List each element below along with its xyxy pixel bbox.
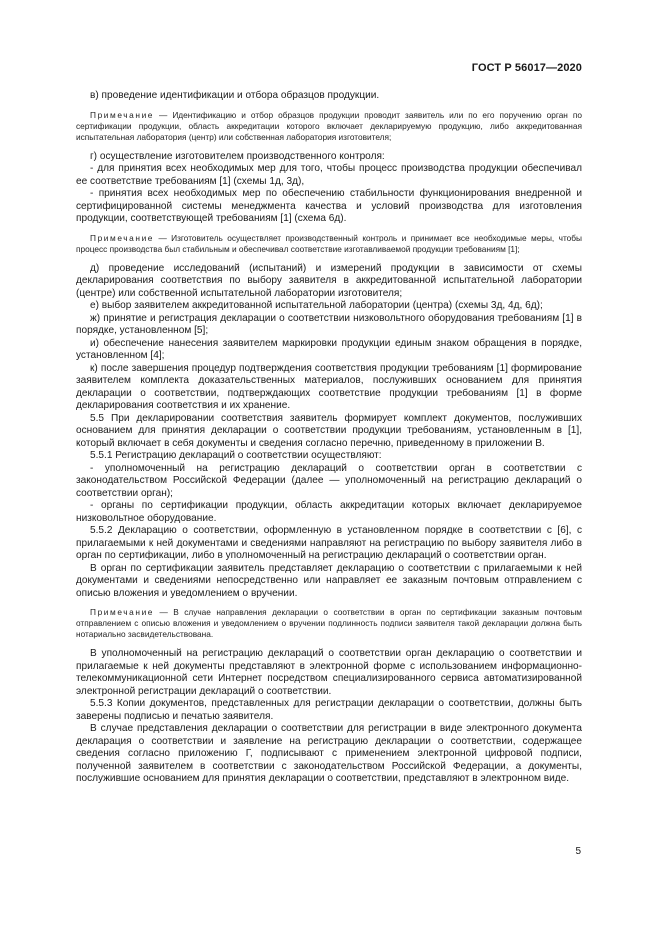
note (76, 233, 582, 255)
paragraph: В случае представления декларации о соответствии для регистрации в виде электронного документа декларация о соответствии и заявление на регистрацию декларации о соответствии, содержащее сведения согласно приложению Г, подписывают с применением электронной цифровой подписи, полученной заявителем в соответствии с законодательством Российской Федерации, а документы, послужившие основанием для принятия декларации о соответствии, представляют в электронном виде. (76, 723, 582, 784)
paragraph: ж) принятие и регистрация декларации о соответствии низковольтного оборудования требованиям [1] в порядке, установленном [5]; (76, 312, 582, 336)
paragraph: В орган по сертификации заявитель представляет декларацию о соответствии с прилагаемыми к ней документами и сведениями непосредственно или направляет ее заказным почтовым отправлением с описью вложения и уведомлением о вручении. (76, 562, 582, 599)
paragraph: - для принятия всех необходимых мер для того, чтобы процесс производства продукции обеспечивал ее соответствие требованиям [1] (схемы 1д, 3д), (76, 163, 582, 187)
paragraph: е) выбор заявителем аккредитованной испытательной лаборатории (центра) (схемы 3д, 4д, 6д); (90, 300, 543, 311)
note-label: Примечание (90, 109, 155, 120)
page-body (76, 90, 582, 786)
paragraph: и) обеспечение нанесения заявителем маркировки продукции единым знаком обращения в порядке, установленном [4]; (76, 337, 582, 361)
note-text: — Идентификацию и отбор образцов продукции проводит заявитель или по его поручению орган по сертификации продукции, область аккредитации которого включает декларируемую продукцию, либо аккредитованная испытательная лаборатория (центр) или собственная лаборатория изготовителя; (76, 109, 582, 142)
paragraph: 5.5.1 Регистрацию деклараций о соответствии осуществляют: (90, 450, 382, 461)
paragraph: к) после завершения процедур подтверждения соответствия продукции требованиям [1] формирование заявителем комплекта доказательственных материалов, послуживших основанием для принятия декларации о соответствии, подтверждающих соответствие продукции требованиям [1] в форме декларирования соответствия и их хранение. (76, 362, 582, 411)
note-label: Примечание (90, 607, 155, 617)
document-id: ГОСТ Р 56017—2020 (471, 62, 582, 74)
note (76, 110, 582, 143)
paragraph: - принятия всех необходимых мер по обеспечению стабильности функционирования внедренной и сертифицированной системы менеджмента качества и условий производства для изготовления продукции, соответствующей требованиям [1] (схема 6д). (76, 188, 582, 224)
note (76, 607, 582, 640)
paragraph: - уполномоченный на регистрацию деклараций о соответствии орган в соответствии с законодательством Российской Федерации (далее — уполномоченный на регистрацию деклараций о соответствии орган); (76, 462, 582, 499)
paragraph: в) проведение идентификации и отбора образцов продукции. (90, 90, 380, 101)
paragraph: д) проведение исследований (испытаний) и измерений продукции в зависимости от схемы декларирования соответствия по выбору заявителя в аккредитованной испытательной лаборатории (центре) или собственной испытательной лаборатории изготовителя; (76, 262, 582, 299)
paragraph: 5.5.3 Копии документов, представленных для регистрации декларации о соответствии, должны быть заверены подписью и печатью заявителя. (76, 698, 582, 722)
paragraph: - органы по сертификации продукции, область аккредитации которых включает декларируемое низковольтное оборудование. (76, 500, 582, 524)
paragraph: 5.5.2 Декларацию о соответствии, оформленную в установленном порядке в соответствии с [6], с прилагаемыми к ней документами и сведениями направляют на регистрацию по выбору заявителя либо в орган по сертификации, либо в уполномоченный на регистрацию деклараций о соответствии орган. (76, 525, 582, 561)
paragraph: В уполномоченный на регистрацию деклараций о соответствии орган декларацию о соответствии и прилагаемые к ней документы представляют в электронной форме с использованием информационно-телекоммуникационной сети Интернет посредством специализированного сервиса автоматизированной электронной регистрации деклараций о соответствии. (76, 648, 582, 697)
note-text: — Изготовитель осуществляет производственный контроль и принимает все необходимые меры, чтобы процесс производства был стабильным и обеспечивал соответствие изготавливаемой продукции требованиям [1]; (76, 232, 582, 254)
note-label: Примечание (90, 232, 155, 243)
paragraph: 5.5 При декларировании соответствия заявитель формирует комплект документов, послуживших основанием для принятия декларации о соответствии продукции требованиям, установленным в [1], который включает в себя документы и сведения согласно перечню, приведенному в приложении В. (76, 412, 582, 449)
note-text: — В случае направления декларации о соответствии в орган по сертификации заказным почтовым отправлением с описью вложения и уведомлением о вручении подлинность подписи заявителя такой декларации должна быть нотариально засвидетельствована. (76, 607, 582, 639)
page-number: 5 (575, 846, 581, 857)
paragraph: г) осуществление изготовителем производственного контроля: (90, 150, 385, 162)
